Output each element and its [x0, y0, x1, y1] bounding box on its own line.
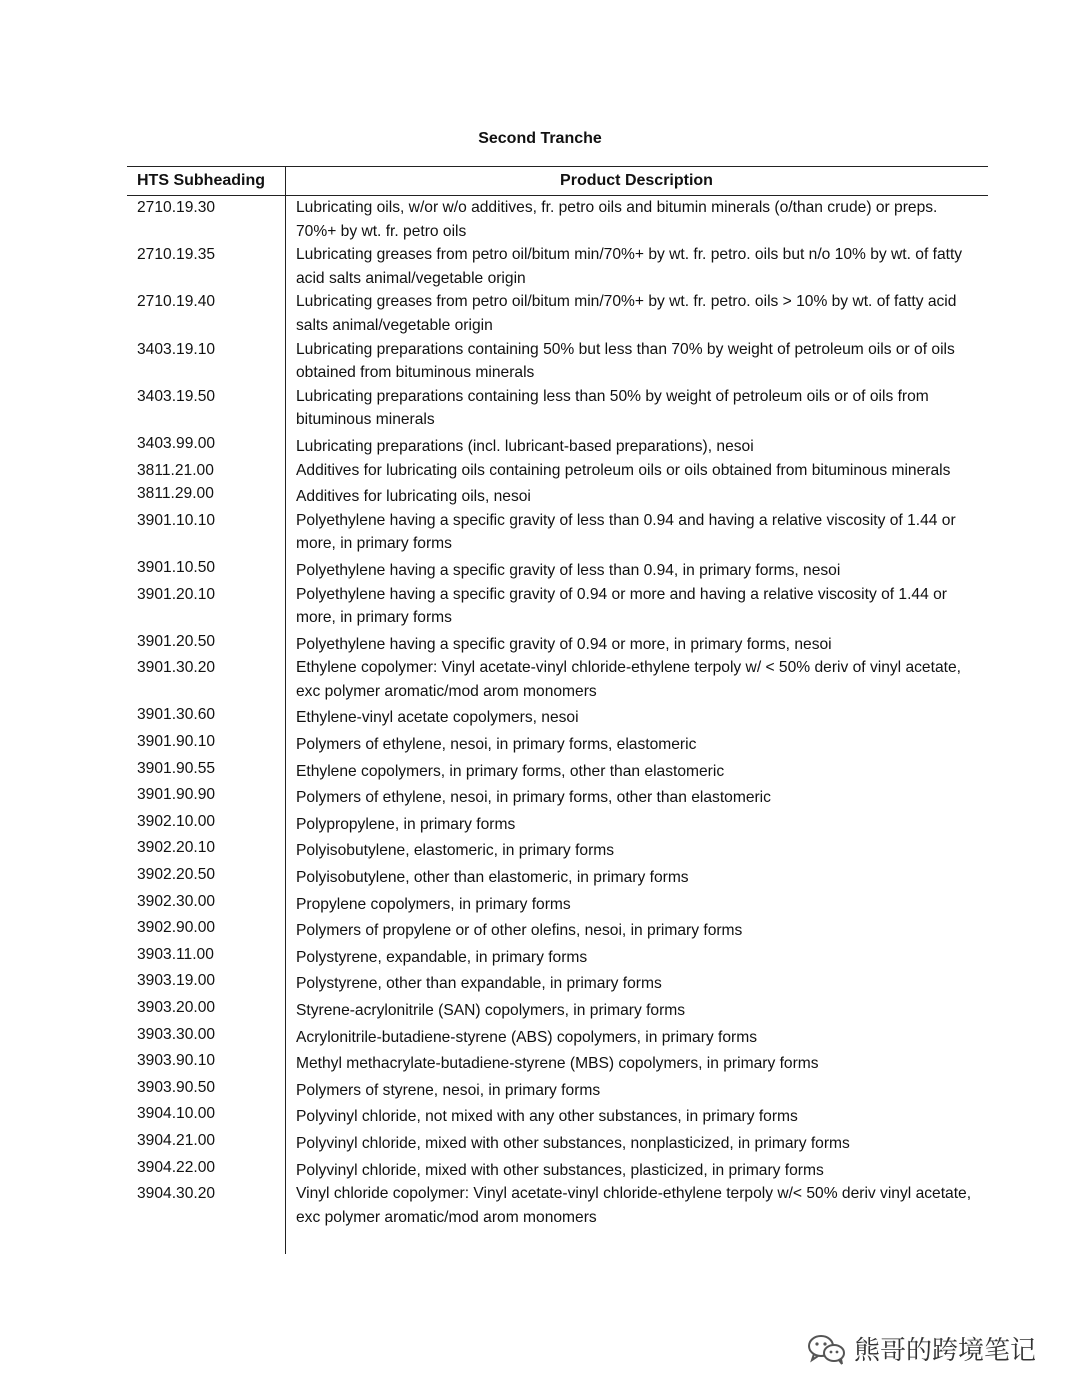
table-row — [127, 996, 988, 1023]
hts-code: 3901.10.50 — [137, 558, 216, 576]
product-description: Polyvinyl chloride, not mixed with any other substances, in primary forms — [296, 1108, 798, 1126]
product-description: Lubricating oils, w/or w/o additives, fr. petro oils and bitumin minerals (o/than crude) or preps. 70%+ by wt. fr. petro oils — [296, 199, 938, 240]
hts-code: 3903.19.00 — [137, 972, 216, 990]
wechat-icon — [806, 1333, 848, 1365]
table-row — [127, 1023, 988, 1050]
table-row — [127, 730, 988, 757]
table-row — [127, 863, 988, 890]
table-row — [127, 509, 988, 556]
product-description: Acrylonitrile-butadiene-styrene (ABS) copolymers, in primary forms — [296, 1028, 758, 1046]
hts-code: 3901.90.55 — [137, 759, 216, 777]
table-row — [127, 656, 988, 703]
table-row — [127, 783, 988, 810]
hts-code: 3902.20.10 — [137, 839, 216, 857]
product-description: Polypropylene, in primary forms — [296, 815, 516, 833]
hts-code: 2710.19.40 — [137, 293, 216, 311]
product-description: Lubricating preparations containing less than 50% by weight of petroleum oils or of oils from bituminous minerals — [296, 387, 929, 429]
table-row — [127, 290, 988, 337]
product-description: Polystyrene, other than expandable, in primary forms — [296, 975, 662, 993]
hts-code: 2710.19.30 — [137, 199, 216, 216]
hts-code: 3903.11.00 — [137, 945, 214, 963]
product-description: Polymers of propylene or of other olefins, nesoi, in primary forms — [296, 922, 743, 940]
table-row — [127, 243, 988, 290]
product-description: Polyvinyl chloride, mixed with other substances, nonplasticized, in primary forms — [296, 1134, 850, 1152]
hts-code: 3903.90.10 — [137, 1052, 216, 1070]
product-description: Vinyl chloride copolymer: Vinyl acetate-vinyl chloride-ethylene terpoly w/< 50% deriv vinyl acetate, exc polymer aromatic/mod arom monomers — [296, 1185, 972, 1226]
hts-code: 3403.19.50 — [137, 387, 216, 405]
product-description: Polymers of styrene, nesoi, in primary forms — [296, 1081, 601, 1099]
hts-code: 3901.20.50 — [137, 632, 216, 650]
hts-code: 3811.29.00 — [137, 485, 214, 503]
column-divider — [285, 166, 286, 1254]
table-row — [127, 583, 988, 630]
product-description: Polymers of ethylene, nesoi, in primary forms, elastomeric — [296, 736, 697, 754]
product-description: Lubricating preparations containing 50% but less than 70% by weight of petroleum oils or of oils obtained from bituminous minerals — [296, 340, 955, 382]
table-row — [127, 1102, 988, 1129]
product-description: Lubricating greases from petro oil/bitum min/70%+ by wt. fr. petro. oils > 10% by wt. of fatty acid salts animal/vegetable origin — [296, 293, 957, 334]
table-row — [127, 943, 988, 970]
table-row — [127, 630, 988, 657]
hts-code: 3901.90.90 — [137, 786, 216, 804]
header-product-description: Product Description — [560, 172, 713, 189]
hts-code: 3901.10.10 — [137, 511, 216, 529]
table-row — [127, 1182, 988, 1229]
hts-code: 3902.30.00 — [137, 892, 216, 910]
product-description: Polyethylene having a specific gravity of 0.94 or more and having a relative viscosity of 1.44 or more, in primary forms — [296, 585, 947, 627]
hts-code: 3403.19.10 — [137, 340, 216, 358]
product-description: Ethylene-vinyl acetate copolymers, nesoi — [296, 709, 579, 727]
hts-code: 3901.20.10 — [137, 585, 216, 603]
product-description: Additives for lubricating oils, nesoi — [296, 488, 531, 506]
hts-code: 3903.20.00 — [137, 999, 216, 1016]
product-description: Propylene copolymers, in primary forms — [296, 895, 571, 913]
table-row — [127, 969, 988, 996]
hts-code: 3904.21.00 — [137, 1131, 216, 1149]
product-description: Polyethylene having a specific gravity of 0.94 or more, in primary forms, nesoi — [296, 635, 832, 653]
hts-code: 3904.30.20 — [137, 1185, 216, 1203]
hts-code: 3901.30.60 — [137, 706, 216, 724]
hts-code: 3904.10.00 — [137, 1105, 216, 1123]
table-row — [127, 459, 988, 483]
product-description: Lubricating preparations (incl. lubricant-based preparations), nesoi — [296, 437, 754, 455]
product-description: Methyl methacrylate-butadiene-styrene (MBS) copolymers, in primary forms — [296, 1055, 819, 1073]
product-description: Additives for lubricating oils containing petroleum oils or oils obtained from bituminous minerals — [296, 461, 951, 479]
product-description: Polyisobutylene, elastomeric, in primary forms — [296, 842, 615, 860]
hts-code: 3903.90.50 — [137, 1078, 216, 1096]
hts-code: 3902.20.50 — [137, 866, 216, 884]
watermark — [806, 1330, 1036, 1367]
hts-code: 2710.19.35 — [137, 246, 216, 264]
product-description: Polyethylene having a specific gravity of less than 0.94, in primary forms, nesoi — [296, 561, 841, 579]
product-description: Polyvinyl chloride, mixed with other substances, plasticized, in primary forms — [296, 1161, 824, 1179]
table-row — [127, 1049, 988, 1076]
tariff-table — [127, 166, 988, 1229]
hts-code: 3904.22.00 — [137, 1158, 216, 1176]
table-row — [127, 385, 988, 432]
hts-code: 3403.99.00 — [137, 434, 216, 452]
table-header — [127, 166, 988, 196]
hts-code: 3903.30.00 — [137, 1025, 216, 1043]
table-body — [127, 196, 988, 1229]
table-row — [127, 810, 988, 837]
product-description: Ethylene copolymer: Vinyl acetate-vinyl chloride-ethylene terpoly w/ < 50% deriv of vinyl acetate, exc polymer aromatic/mod arom monomers — [296, 659, 961, 700]
product-description: Polymers of ethylene, nesoi, in primary forms, other than elastomeric — [296, 789, 771, 807]
table-row — [127, 890, 988, 917]
product-description: Lubricating greases from petro oil/bitum min/70%+ by wt. fr. petro. oils but n/o 10% by wt. of fatty acid salts animal/vegetable origin — [296, 246, 963, 287]
product-description: Polyisobutylene, other than elastomeric, in primary forms — [296, 869, 689, 887]
table-row — [127, 703, 988, 730]
table-row — [127, 1156, 988, 1183]
table-row — [127, 916, 988, 943]
table-row — [127, 1129, 988, 1156]
hts-code: 3901.30.20 — [137, 659, 216, 677]
hts-code: 3811.21.00 — [137, 461, 214, 479]
hts-code: 3902.10.00 — [137, 812, 216, 830]
table-row — [127, 338, 988, 385]
table-row — [127, 757, 988, 784]
table-row — [127, 482, 988, 509]
product-description: Polystyrene, expandable, in primary forms — [296, 948, 588, 966]
header-hts-subheading: HTS Subheading — [137, 172, 265, 189]
hts-code: 3902.90.00 — [137, 919, 216, 937]
hts-code: 3901.90.10 — [137, 733, 216, 751]
table-row — [127, 556, 988, 583]
table-row — [127, 196, 988, 243]
product-description: Ethylene copolymers, in primary forms, other than elastomeric — [296, 762, 725, 780]
page-title: Second Tranche — [478, 130, 602, 147]
table-row — [127, 1076, 988, 1103]
product-description: Polyethylene having a specific gravity of less than 0.94 and having a relative viscosity of 1.44 or more, in primary forms — [296, 511, 956, 553]
product-description: Styrene-acrylonitrile (SAN) copolymers, in primary forms — [296, 1002, 686, 1019]
table-row — [127, 432, 988, 459]
watermark-text: 熊哥的跨境笔记 — [854, 1336, 1037, 1366]
table-row — [127, 836, 988, 863]
